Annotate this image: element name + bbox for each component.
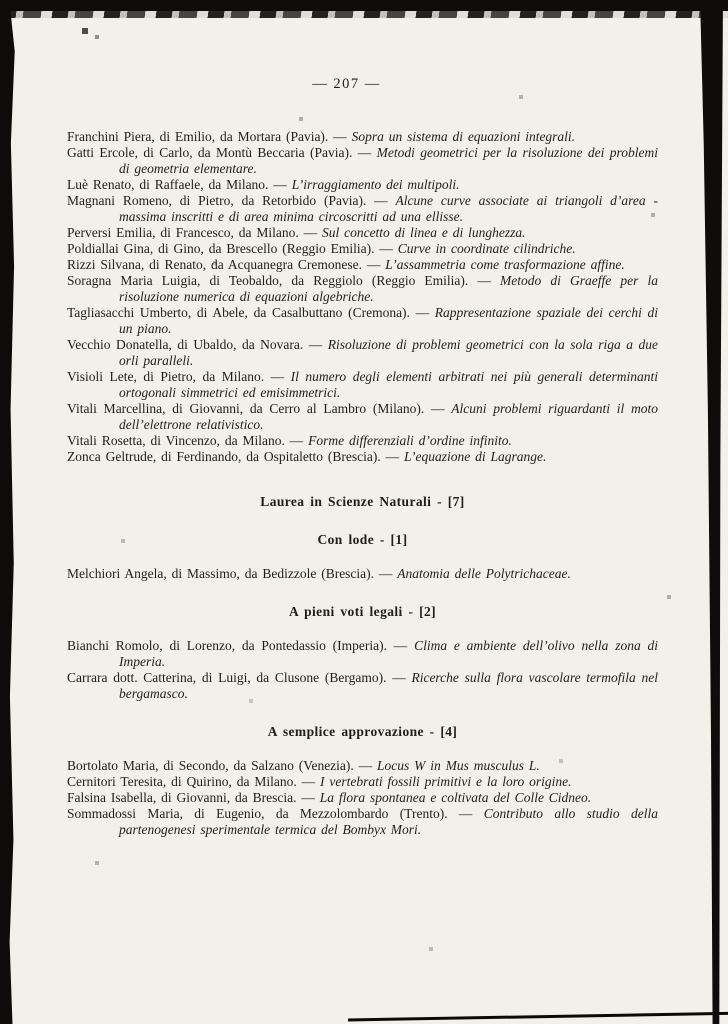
thesis-title: Ricerche sulla flora vascolare termofila nel bergamasco. [119,670,659,701]
con-lode-entries-list [67,566,658,582]
graduate-entry [67,790,658,806]
thesis-title: Forme differenziali d’ordine infinito. [308,433,512,448]
thesis-title: L’irraggiamento dei multipoli. [291,177,460,192]
thesis-title: Il numero degli elementi arbitrati nei più generali determinanti ortogonali simmetrici ed emisimmetrici. [119,369,658,400]
scan-edge-left [0,0,16,1024]
thesis-title: Metodo di Graeffe per la risoluzione numerica di equazioni algebriche. [119,273,658,304]
semplice-approvazione-entries-list [67,758,658,838]
graduate-name: Rizzi Silvana, di Renato, da Acquanegra Cremonese. — [67,257,381,272]
thesis-title: L’equazione di Lagrange. [404,449,547,464]
thesis-title: Clima e ambiente dell’olivo nella zona di Imperia. [119,638,659,669]
subsection-heading-semplice-approvazione: A semplice approvazione - [4] [267,724,458,739]
graduate-entry [67,369,658,401]
graduate-name: Tagliasacchi Umberto, di Abele, da Casalbuttano (Cremona). — [67,305,430,320]
graduate-name: Gatti Ercole, di Carlo, da Montù Beccaria (Pavia). — [67,145,372,160]
thesis-title: Contributo allo studio della partenogenesi sperimentale termica del Bombyx Mori. [119,806,659,837]
page-content [67,76,658,838]
graduate-name: Falsina Isabella, di Giovanni, da Brescia. — [67,790,315,805]
graduate-name: Vitali Rosetta, di Vincenzo, da Milano. — [67,433,304,448]
thesis-title: Alcuni problemi riguardanti il moto dell’elettrone relativistico. [119,401,659,432]
graduate-entry [67,401,658,433]
scan-edge-bottom [348,1012,728,1022]
thesis-title: Locus W in Mus musculus L. [377,758,540,773]
thesis-title: L’assammetria come trasformazione affine. [385,257,625,272]
graduate-name: Zonca Geltrude, di Ferdinando, da Ospitaletto (Brescia). — [67,449,400,464]
thesis-title: Alcune curve associate ai triangoli d’area - massima inscritti e di area minima circoscritti ad una ellisse. [119,193,658,224]
math-entries-list [67,129,658,465]
graduate-entry [67,145,658,177]
thesis-title: Metodi geometrici per la risoluzione dei problemi di geometria elementare. [119,145,659,176]
subsection-heading-pieni-voti: A pieni voti legali - [2] [288,604,437,619]
graduate-name: Visioli Lete, di Pietro, da Milano. — [67,369,285,384]
thesis-title: Rappresentazione spaziale dei cerchi di un piano. [119,305,659,336]
graduate-entry [67,177,658,193]
graduate-entry [67,566,658,582]
graduate-name: Soragna Maria Luigia, di Teobaldo, da Reggiolo (Reggio Emilia). — [67,273,491,288]
graduate-name: Bianchi Romolo, di Lorenzo, da Pontedassio (Imperia). — [67,638,408,653]
graduate-name: Poldiallai Gina, di Gino, da Brescello (Reggio Emilia). — [67,241,393,256]
graduate-name: Cernitori Teresita, di Quirino, da Milano. — [67,774,316,789]
thesis-title: Risoluzione di problemi geometrici con la sola riga a due orli paralleli. [119,337,659,368]
graduate-entry [67,273,658,305]
thesis-title: Anatomia delle Polytrichaceae. [397,566,571,581]
page-number: — 207 — [312,76,381,92]
graduate-entry [67,193,658,225]
thesis-title: Sopra un sistema di equazioni integrali. [351,129,576,144]
graduate-entry [67,225,658,241]
graduate-entry [67,758,658,774]
graduate-entry [67,433,658,449]
pieni-voti-entries-list [67,638,658,702]
subsection-heading-con-lode: Con lode - [1] [317,532,408,547]
graduate-name: Perversi Emilia, di Francesco, da Milano. — [67,225,318,240]
graduate-entry [67,257,658,273]
graduate-name: Franchini Piera, di Emilio, da Mortara (Pavia). — [67,129,347,144]
thesis-title: Sul concetto di linea e di lunghezza. [321,225,526,240]
graduate-name: Carrara dott. Catterina, di Luigi, da Clusone (Bergamo). — [67,670,406,685]
graduate-entry [67,449,658,465]
graduate-name: Sommadossi Maria, di Eugenio, da Mezzolombardo (Trento). — [67,806,473,821]
graduate-entry [67,129,658,145]
graduate-name: Melchiori Angela, di Massimo, da Bedizzole (Brescia). — [67,566,393,581]
graduate-entry [67,337,658,369]
graduate-name: Bortolato Maria, di Secondo, da Salzano (Venezia). — [67,758,373,773]
scan-edge-top [0,0,728,11]
scan-edge-right [698,0,724,1024]
graduate-entry [67,774,658,790]
graduate-entry [67,241,658,257]
graduate-entry [67,305,658,337]
graduate-name: Magnani Romeno, di Pietro, da Retorbido (Pavia). — [67,193,388,208]
graduate-entry [67,638,658,670]
graduate-name: Luè Renato, di Raffaele, da Milano. — [67,177,287,192]
graduate-entry [67,670,658,702]
graduate-name: Vecchio Donatella, di Ubaldo, da Novara. — [67,337,323,352]
thesis-title: I vertebrati fossili primitivi e la loro origine. [320,774,572,789]
thesis-title: Curve in coordinate cilindriche. [397,241,576,256]
thesis-title: La flora spontanea e coltivata del Colle Cidneo. [319,790,592,805]
graduate-entry [67,806,658,838]
graduate-name: Vitali Marcellina, di Giovanni, da Cerro al Lambro (Milano). — [67,401,445,416]
section-heading-scienze-naturali: Laurea in Scienze Naturali - [7] [260,494,465,509]
